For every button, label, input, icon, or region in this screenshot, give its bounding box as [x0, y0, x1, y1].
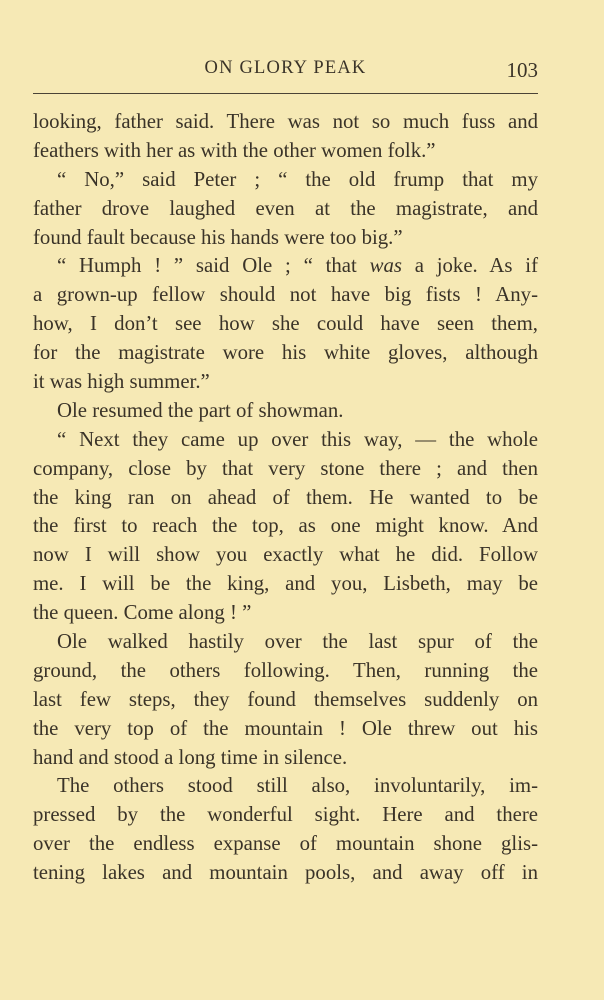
text-line: Ole resumed the part of showman.	[57, 398, 344, 422]
body-text	[33, 108, 538, 888]
paragraph	[33, 397, 538, 426]
header-rule	[33, 93, 538, 94]
emphasis-text: was	[369, 254, 402, 278]
text-line: me. I will be the king, and you, Lisbeth, may be	[33, 572, 538, 596]
text-line: feathers with her as with the other women folk.”	[33, 138, 436, 162]
text-line: hand and stood a long time in silence.	[33, 745, 348, 769]
text-line: pressed by the wonderful sight. Here and there	[33, 803, 538, 827]
paragraph	[33, 252, 538, 396]
page-header	[33, 56, 538, 88]
text-line: tening lakes and mountain pools, and away off in	[33, 861, 538, 885]
text-line: the king ran on ahead of them. He wanted to be	[33, 485, 538, 509]
text-line: found fault because his hands were too big.”	[33, 225, 403, 249]
text-line: a grown-up fellow should not have big fists ! Any-	[33, 283, 538, 307]
text-line: “ Next they came up over this way, — the whole	[57, 427, 538, 451]
text-line: Ole walked hastily over the last spur of the	[57, 630, 538, 654]
text-line: looking, father said. There was not so much fuss and	[33, 110, 538, 133]
text-line: for the magistrate wore his white gloves, although	[33, 341, 538, 365]
text-line: over the endless expanse of mountain shone glis-	[33, 832, 538, 856]
text-line: father drove laughed even at the magistrate, and	[33, 196, 538, 220]
text-line: the first to reach the top, as one might know. And	[33, 514, 538, 538]
paragraph	[33, 108, 538, 166]
paragraph	[33, 166, 538, 253]
page-number: 103	[506, 58, 538, 82]
text-line: “ No,” said Peter ; “ the old frump that my	[57, 167, 538, 191]
text-line: ground, the others following. Then, running the	[33, 658, 538, 682]
text-line: company, close by that very stone there ; and then	[33, 456, 538, 480]
text-line: The others stood still also, involuntarily, im-	[57, 774, 538, 798]
text-line: now I will show you exactly what he did. Follow	[33, 543, 538, 567]
text-line: it was high summer.”	[33, 370, 210, 394]
text-line: last few steps, they found themselves suddenly on	[33, 687, 538, 711]
paragraph	[33, 426, 538, 628]
running-head: ON GLORY PEAK	[204, 58, 367, 78]
paragraph	[33, 628, 538, 772]
text-line: the queen. Come along ! ”	[33, 601, 252, 625]
text-line: “ Humph ! ” said Ole ; “ that was a joke. As if	[57, 254, 538, 278]
paragraph	[33, 772, 538, 888]
text-line: the very top of the mountain ! Ole threw out his	[33, 716, 538, 740]
text-line: how, I don’t see how she could have seen them,	[33, 312, 538, 336]
